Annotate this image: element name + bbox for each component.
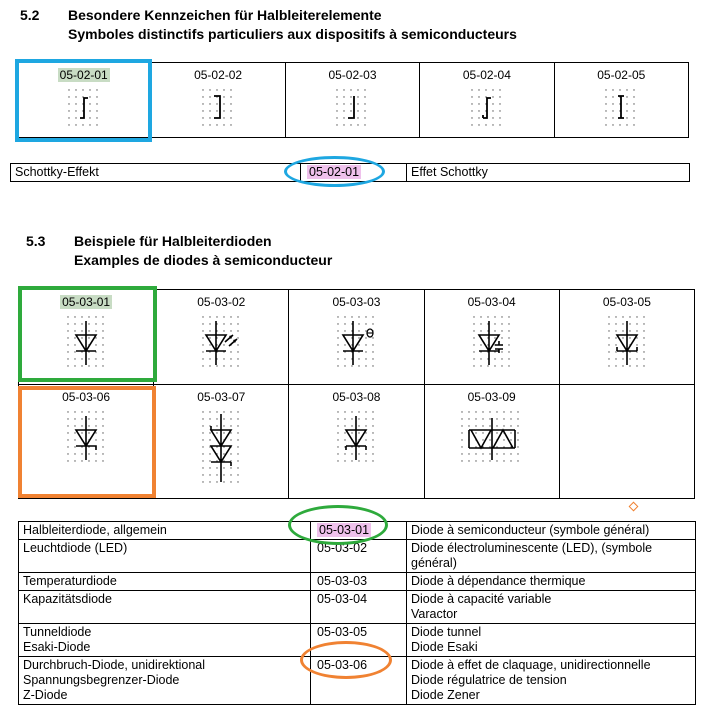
symbol-cell-05-03-02 [154, 290, 289, 385]
desc-fr: Diode à effet de claquage, unidirectionnelle Diode régulatrice de tension Diode Zener [407, 657, 696, 705]
symbol-code: 05-02-02 [194, 68, 243, 82]
section-number: 5.3 [26, 233, 46, 249]
symbol-code: 05-03-07 [197, 390, 246, 404]
backward-diode-symbol [333, 408, 379, 468]
desc-fr: Diode à dépendance thermique [407, 573, 696, 591]
symbol-code: 05-03-02 [197, 295, 246, 309]
diamond-marker-icon [629, 502, 639, 512]
desc-de: Temperaturdiode [19, 573, 311, 591]
symbol-code: 05-03-01 [62, 295, 111, 309]
highlight-ellipse-orange [300, 641, 392, 679]
desc-code: 05-03-06 [317, 658, 368, 672]
bidirectional-breakdown-diode-symbol [198, 408, 244, 488]
highlight-ellipse-green [288, 505, 388, 545]
bidirectional-diode-symbol [457, 408, 527, 468]
desc-row [19, 573, 696, 591]
symbol-code: 05-03-04 [467, 295, 516, 309]
highlight-box-blue [15, 59, 152, 142]
desc-code: 05-02-01 [309, 165, 360, 179]
symbol-cell-05-02-05 [554, 63, 688, 138]
led-symbol [198, 313, 244, 373]
desc-de: Tunneldiode Esaki-Diode [19, 624, 311, 657]
section-number: 5.2 [20, 7, 40, 23]
desc-code: 05-03-01 [319, 523, 370, 537]
desc-fr: Diode électroluminescente (LED), (symbole général) [407, 540, 696, 573]
symbol-cell-05-03-05 [559, 290, 694, 385]
symbol-code: 05-02-01 [59, 68, 108, 82]
desc-fr: Diode à semiconducteur (symbole général) [407, 522, 696, 540]
hook-mark-symbol [332, 86, 372, 130]
temperature-diode-symbol [333, 313, 379, 373]
symbol-cell-empty [559, 385, 694, 499]
symbol-cell-05-02-04 [420, 63, 554, 138]
desc-de: Schottky-Effekt [11, 164, 301, 182]
desc-code: 05-03-02 [317, 541, 368, 555]
symbol-cell-05-02-03 [285, 63, 419, 138]
s-mark-symbol [467, 86, 507, 130]
desc-row [19, 540, 696, 573]
desc-code [311, 591, 407, 624]
desc-de: Durchbruch-Diode, unidirektional Spannungsbegrenzer-Diode Z-Diode [19, 657, 311, 705]
capacitance-diode-symbol [469, 313, 515, 373]
section-title-fr: Examples de diodes à semiconducteur [74, 252, 333, 268]
symbol-cell-05-03-04 [424, 290, 559, 385]
desc-de: Kapazitätsdiode [19, 591, 311, 624]
i-mark-symbol [601, 86, 641, 130]
highlight-box-orange [18, 386, 156, 498]
symbol-code: 05-03-05 [602, 295, 651, 309]
symbol-code: 05-03-08 [332, 390, 381, 404]
section-title-de: Beispiele für Halbleiterdioden [74, 233, 272, 249]
desc-fr: Effet Schottky [407, 164, 690, 182]
desc-code: 05-03-05 [317, 625, 368, 639]
section-title-de: Besondere Kennzeichen für Halbleiterelemente [68, 7, 382, 23]
symbol-cell-05-03-03 [289, 290, 424, 385]
symbol-code: 05-03-06 [62, 390, 111, 404]
symbol-cell-05-02-02 [151, 63, 285, 138]
highlight-ellipse-blue [284, 156, 385, 187]
bracket-mark-symbol [198, 86, 238, 130]
tunnel-diode-symbol [604, 313, 650, 373]
symbol-code: 05-02-03 [328, 68, 377, 82]
desc-de: Leuchtdiode (LED) [19, 540, 311, 573]
symbol-cell-05-03-08 [289, 385, 424, 499]
symbol-cell-05-03-09 [424, 385, 559, 499]
symbol-code: 05-02-05 [597, 68, 646, 82]
section-title [74, 232, 332, 270]
desc-code [311, 540, 407, 573]
desc-fr: Diode tunnel Diode Esaki [407, 624, 696, 657]
desc-fr: Diode à capacité variable Varactor [407, 591, 696, 624]
desc-de: Halbleiterdiode, allgemein [19, 522, 311, 540]
section-title-fr: Symboles distinctifs particuliers aux dispositifs à semiconducteurs [68, 26, 517, 42]
desc-code: 05-03-04 [317, 592, 368, 606]
symbol-cell-05-03-07 [154, 385, 289, 499]
symbol-code: 05-03-03 [332, 295, 381, 309]
desc-code: 05-03-03 [317, 574, 368, 588]
desc-code [311, 573, 407, 591]
symbol-code: 05-02-04 [462, 68, 511, 82]
highlight-box-green [18, 286, 157, 382]
section-title [68, 6, 517, 44]
symbol-code: 05-03-09 [467, 390, 516, 404]
desc-row [19, 591, 696, 624]
